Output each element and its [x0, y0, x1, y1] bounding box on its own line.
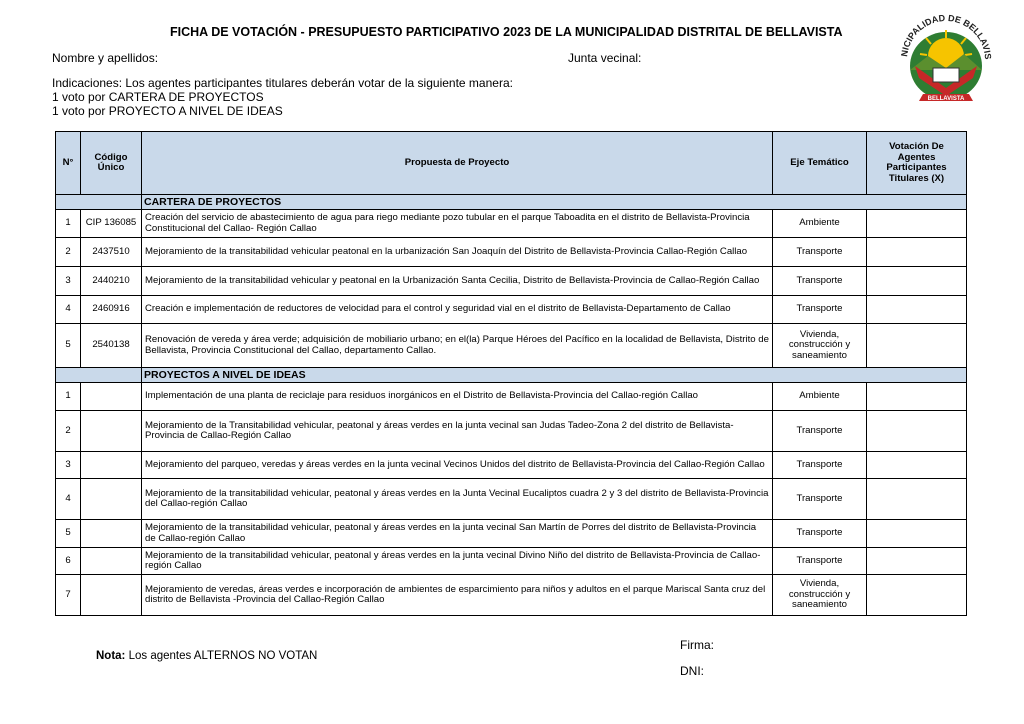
indicaciones-line-1: Indicaciones: Los agentes participantes titulares deberán votar de la siguiente manera:: [52, 76, 513, 90]
table-row: [56, 238, 967, 267]
section-title: PROYECTOS A NIVEL DE IDEAS: [142, 368, 967, 383]
row-number: 6: [56, 548, 81, 575]
row-propuesta: Mejoramiento de la transitabilidad vehicular, peatonal y áreas verdes en la junta vecinal San Martín de Porres del distrito de Bellavista-Provincia de Callao-región Callao: [142, 520, 773, 548]
row-propuesta: Renovación de vereda y área verde; adquisición de mobiliario urbano; en el(la) Parque Héroes del Pacífico en la localidad de Bellavista, Distrito de Bellavista, Provincia Constitucional del Callao, departamento Callao.: [142, 324, 773, 368]
row-eje: Ambiente: [773, 383, 867, 411]
table-row: [56, 324, 967, 368]
nota-label: Nota:: [96, 650, 126, 662]
section-title: CARTERA DE PROYECTOS: [142, 195, 967, 210]
table-row: [56, 383, 967, 411]
table-row: [56, 548, 967, 575]
vote-cell[interactable]: [867, 324, 967, 368]
vote-cell[interactable]: [867, 210, 967, 238]
row-number: 4: [56, 296, 81, 324]
logo-text-bottom: BELLAVISTA: [927, 96, 965, 102]
indicaciones-line-3: 1 voto por PROYECTO A NIVEL DE IDEAS: [52, 104, 283, 118]
table-row: [56, 575, 967, 616]
vote-cell[interactable]: [867, 520, 967, 548]
vote-cell[interactable]: [867, 548, 967, 575]
row-propuesta: Mejoramiento de la Transitabilidad vehicular, peatonal y áreas verdes en la junta vecinal san Judas Tadeo-Zona 2 del distrito de Bellavista-Provincia de Callao-Región Callao: [142, 411, 773, 452]
row-number: 5: [56, 324, 81, 368]
row-number: 7: [56, 575, 81, 616]
header-eje: Eje Temático: [773, 132, 867, 195]
vote-cell[interactable]: [867, 575, 967, 616]
row-number: 1: [56, 383, 81, 411]
row-propuesta: Mejoramiento de la transitabilidad vehicular y peatonal en la Urbanización Santa Cecilia, Distrito de Bellavista-Provincia de Callao-Región Callao: [142, 267, 773, 296]
dni-label: DNI:: [680, 664, 704, 678]
voting-table: [55, 131, 967, 616]
row-codigo: [81, 411, 142, 452]
row-propuesta: Creación del servicio de abastecimiento de agua para riego mediante pozo tubular en el parque Taboadita en el distrito de Bellavista-Provincia Constitucional del Callao- Región Callao: [142, 210, 773, 238]
nota-text: Los agentes ALTERNOS NO VOTAN: [125, 650, 318, 662]
row-codigo: [81, 452, 142, 479]
row-propuesta: Mejoramiento de la transitabilidad vehicular peatonal en la urbanización San Joaquín del Distrito de Bellavista-Provincia Callao-Región Callao: [142, 238, 773, 267]
row-codigo: 2460916: [81, 296, 142, 324]
row-codigo: [81, 575, 142, 616]
row-eje: Transporte: [773, 452, 867, 479]
header-numero: N°: [56, 132, 81, 195]
row-number: 3: [56, 267, 81, 296]
row-number: 2: [56, 411, 81, 452]
vote-cell[interactable]: [867, 267, 967, 296]
row-eje: Vivienda, construcción y saneamiento: [773, 324, 867, 368]
row-eje: Vivienda, construcción y saneamiento: [773, 575, 867, 616]
row-eje: Transporte: [773, 411, 867, 452]
row-codigo: 2540138: [81, 324, 142, 368]
vote-cell[interactable]: [867, 452, 967, 479]
table-row: [56, 411, 967, 452]
header-codigo: Código Único: [81, 132, 142, 195]
municipality-logo: [893, 8, 999, 108]
table-row: [56, 479, 967, 520]
vote-cell[interactable]: [867, 479, 967, 520]
row-propuesta: Mejoramiento del parqueo, veredas y áreas verdes en la junta vecinal Vecinos Unidos del distrito de Bellavista-Provincia del Callao-Región Callao: [142, 452, 773, 479]
vote-cell[interactable]: [867, 238, 967, 267]
section-cartera: [56, 195, 967, 210]
indicaciones-line-2: 1 voto por CARTERA DE PROYECTOS: [52, 90, 264, 104]
logo-text-top: NICIPALIDAD DE BELLAVIS: [899, 12, 994, 60]
firma-label: Firma:: [680, 638, 714, 652]
row-eje: Transporte: [773, 267, 867, 296]
row-propuesta: Mejoramiento de la transitabilidad vehicular, peatonal y áreas verdes en la Junta Vecinal Eucaliptos cuadra 2 y 3 del distrito de Bellavista-Provincia del Callao-región Callao: [142, 479, 773, 520]
row-codigo: CIP 136085: [81, 210, 142, 238]
header-propuesta: Propuesta de Proyecto: [142, 132, 773, 195]
row-codigo: [81, 383, 142, 411]
table-row: [56, 452, 967, 479]
row-eje: Transporte: [773, 296, 867, 324]
row-number: 1: [56, 210, 81, 238]
table-row: [56, 520, 967, 548]
vote-cell[interactable]: [867, 296, 967, 324]
row-propuesta: Creación e implementación de reductores de velocidad para el control y seguridad vial en el distrito de Bellavista-Departamento de Callao: [142, 296, 773, 324]
vote-cell[interactable]: [867, 383, 967, 411]
document-title: FICHA DE VOTACIÓN - PRESUPUESTO PARTICIPATIVO 2023 DE LA MUNICIPALIDAD DISTRITAL DE BELLAVISTA: [170, 25, 843, 39]
row-codigo: 2437510: [81, 238, 142, 267]
header-votacion: Votación De Agentes Participantes Titulares (X): [867, 132, 967, 195]
row-number: 5: [56, 520, 81, 548]
row-propuesta: Mejoramiento de veredas, áreas verdes e incorporación de ambientes de esparcimiento para niños y adultos en el parque Mariscal Santa cruz del distrito de Bellavista -Provincia del Callao-Región Callao: [142, 575, 773, 616]
junta-field-label: Junta vecinal:: [568, 51, 642, 65]
row-codigo: [81, 479, 142, 520]
table-row: [56, 296, 967, 324]
row-number: 3: [56, 452, 81, 479]
row-number: 2: [56, 238, 81, 267]
row-codigo: 2440210: [81, 267, 142, 296]
nombre-field-label: Nombre y apellidos:: [52, 51, 159, 65]
row-eje: Transporte: [773, 238, 867, 267]
row-codigo: [81, 520, 142, 548]
row-eje: Ambiente: [773, 210, 867, 238]
row-eje: Transporte: [773, 548, 867, 575]
row-codigo: [81, 548, 142, 575]
row-eje: Transporte: [773, 479, 867, 520]
table-row: [56, 267, 967, 296]
table-row: [56, 210, 967, 238]
section-ideas: [56, 368, 967, 383]
row-propuesta: Mejoramiento de la transitabilidad vehicular, peatonal y áreas verdes en la junta vecinal Divino Niño del distrito de Bellavista-Provincia de Callao-región Callao: [142, 548, 773, 575]
vote-cell[interactable]: [867, 411, 967, 452]
nota: [96, 650, 317, 662]
row-propuesta: Implementación de una planta de reciclaje para residuos inorgánicos en el Distrito de Bellavista-Provincia del Callao-región Callao: [142, 383, 773, 411]
row-number: 4: [56, 479, 81, 520]
row-eje: Transporte: [773, 520, 867, 548]
